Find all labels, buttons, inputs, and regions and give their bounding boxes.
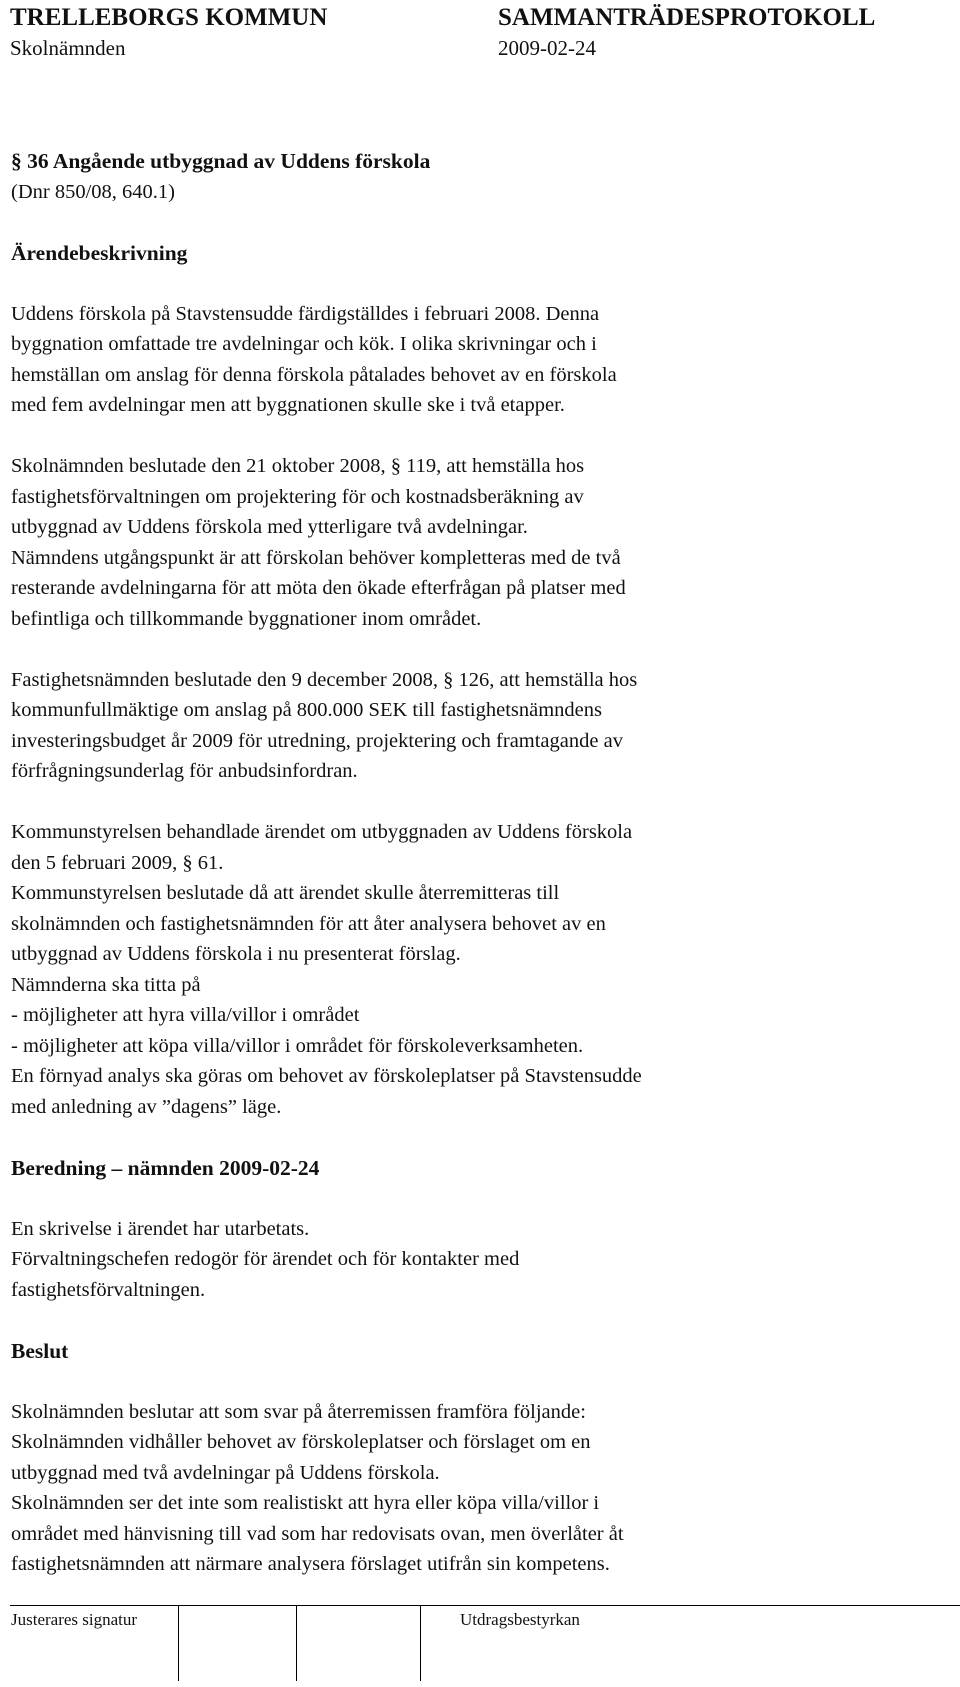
text-line: En skrivelse i ärendet har utarbetats. <box>11 1217 310 1240</box>
text-line: området med hänvisning till vad som har redovisats ovan, men överlåter åt <box>11 1522 624 1545</box>
signature-box-divider <box>296 1605 297 1681</box>
list-item: - möjligheter att köpa villa/villor i området för förskoleverksamheten. <box>11 1034 584 1057</box>
text-line: med anledning av ”dagens” läge. <box>11 1095 282 1118</box>
text-line: Skolnämnden beslutade den 21 oktober 2008, § 119, att hemställa hos <box>11 455 585 477</box>
paragraph-1 <box>11 299 911 421</box>
paragraph-4 <box>11 817 911 1122</box>
text-line: den 5 februari 2009, § 61. <box>11 851 224 874</box>
beslut-heading: Beslut <box>11 1338 69 1363</box>
document-subheader <box>10 36 922 62</box>
beredning-body <box>11 1214 911 1306</box>
signature-label: Justerares signatur <box>11 1610 138 1629</box>
committee-name: Skolnämnden <box>10 36 126 60</box>
text-line: Skolnämnden vidhåller behovet av förskoleplatser och förslaget om en <box>11 1431 591 1453</box>
text-line: Uddens förskola på Stavstensudde färdigställdes i februari 2008. Denna <box>11 302 600 325</box>
beslut-body <box>11 1397 911 1580</box>
text-line: med fem avdelningar men att byggnationen skulle ske i två etapper. <box>11 394 565 416</box>
text-line: förfrågningsunderlag för anbudsinfordran. <box>11 760 358 782</box>
case-title: § 36 Angående utbyggnad av Uddens förskola <box>11 149 431 173</box>
meeting-date: 2009-02-24 <box>498 36 596 60</box>
list-item: - möjligheter att hyra villa/villor i området <box>11 1004 360 1026</box>
certification-label: Utdragsbestyrkan <box>460 1610 580 1629</box>
case-dnr: (Dnr 850/08, 640.1) <box>11 180 175 203</box>
text-line: byggnation omfattade tre avdelningar och kök. I olika skrivningar och i <box>11 333 597 355</box>
text-line: Förvaltningschefen redogör för ärendet och för kontakter med <box>11 1248 520 1270</box>
text-line: Fastighetsnämnden beslutade den 9 december 2008, § 126, att hemställa hos <box>11 668 638 691</box>
text-line: En förnyad analys ska göras om behovet av förskoleplatser på Stavstensudde <box>11 1065 642 1087</box>
text-line: resterande avdelningarna för att möta den ökade efterfrågan på platser med <box>11 577 626 599</box>
text-line: kommunfullmäktige om anslag på 800.000 SEK till fastighetsnämndens <box>11 699 603 721</box>
paragraph-2 <box>11 451 911 634</box>
beredning-heading: Beredning – nämnden 2009-02-24 <box>11 1155 320 1180</box>
text-line: hemställan om anslag för denna förskola påtalades behovet av en förskola <box>11 363 617 386</box>
arendebeskrivning-heading: Ärendebeskrivning <box>11 240 188 265</box>
text-line: fastighetsförvaltningen om projektering för och kostnadsberäkning av <box>11 485 584 508</box>
text-line: investeringsbudget år 2009 för utredning, projektering och framtagande av <box>11 729 623 752</box>
paragraph-3 <box>11 665 911 787</box>
text-line: Skolnämnden beslutar att som svar på återremissen framföra följande: <box>11 1400 586 1423</box>
text-line: fastighetsnämnden att närmare analysera förslaget utifrån sin kompetens. <box>11 1553 610 1575</box>
text-line: Kommunstyrelsen behandlade ärendet om utbyggnaden av Uddens förskola <box>11 821 633 843</box>
text-line: fastighetsförvaltningen. <box>11 1278 206 1301</box>
document-body <box>11 146 911 1580</box>
text-line: utbyggnad av Uddens förskola med ytterligare två avdelningar. <box>11 516 528 538</box>
text-line: Skolnämnden ser det inte som realistiskt att hyra eller köpa villa/villor i <box>11 1492 600 1514</box>
text-line: skolnämnden och fastighetsnämnden för att åter analysera behovet av en <box>11 912 606 935</box>
signature-box-divider <box>178 1605 179 1681</box>
document-header <box>10 4 922 34</box>
text-line: utbyggnad av Uddens förskola i nu presenterat förslag. <box>11 943 461 965</box>
signature-box-divider <box>420 1605 421 1681</box>
footer-divider <box>10 1605 960 1606</box>
municipality-name: TRELLEBORGS KOMMUN <box>10 4 328 31</box>
text-line: Kommunstyrelsen beslutade då att ärendet skulle återremitteras till <box>11 882 560 904</box>
text-line: Nämnderna ska titta på <box>11 973 201 996</box>
text-line: utbyggnad med två avdelningar på Uddens förskola. <box>11 1461 440 1484</box>
text-line: Nämndens utgångspunkt är att förskolan behöver kompletteras med de två <box>11 546 621 569</box>
text-line: befintliga och tillkommande byggnationer inom området. <box>11 607 482 630</box>
document-type: SAMMANTRÄDESPROTOKOLL <box>498 4 876 31</box>
